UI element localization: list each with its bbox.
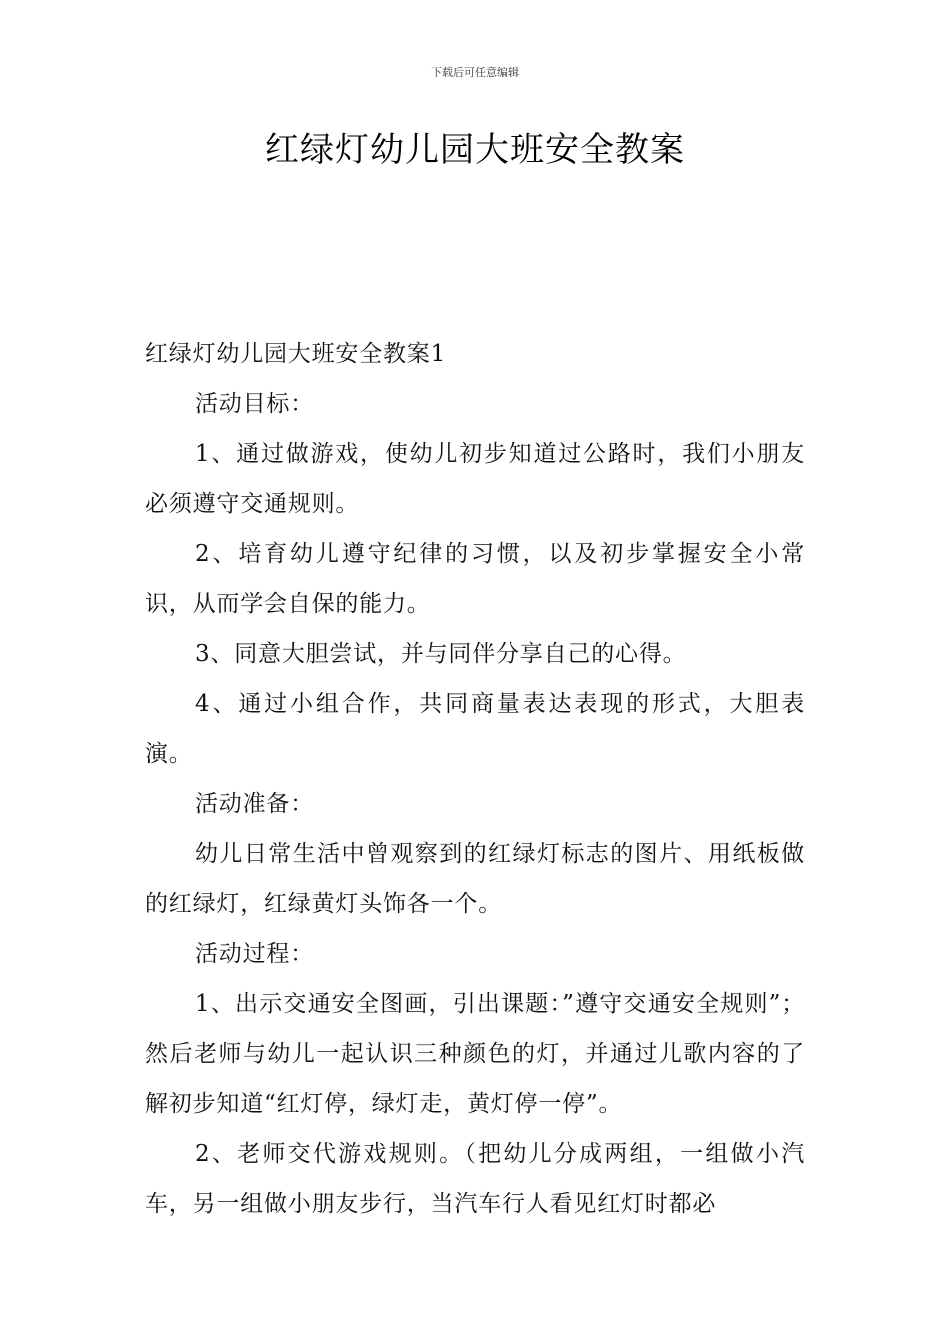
paragraph-goal-2: 2、培育幼儿遵守纪律的习惯，以及初步掌握安全小常识，从而学会自保的能力。 — [145, 541, 805, 617]
paragraph-preparation-label: 活动准备： — [195, 791, 314, 817]
paragraph-process-label: 活动过程： — [195, 941, 314, 967]
paragraph-goal-3: 3、同意大胆尝试，并与同伴分享自己的心得。 — [195, 641, 687, 667]
paragraph-process-2: 2、老师交代游戏规则。（把幼儿分成两组，一组做小汽车，另一组做小朋友步行，当汽车行人看见红灯时都必 — [145, 1141, 805, 1217]
paragraph-goal-1: 1、通过做游戏，使幼儿初步知道过公路时，我们小朋友必须遵守交通规则。 — [145, 441, 805, 517]
document-title: 红绿灯幼儿园大班安全教案 — [265, 130, 685, 170]
paragraph-preparation: 幼儿日常生活中曾观察到的红绿灯标志的图片、用纸板做的红绿灯，红绿黄灯头饰各一个。 — [145, 841, 805, 917]
paragraph-process-1: 1、出示交通安全图画，引出课题：”遵守交通安全规则”；然后老师与幼儿一起认识三种颜色的灯，并通过儿歌内容的了解初步知道“红灯停，绿灯走，黄灯停一停”。 — [145, 991, 805, 1117]
paragraph-goal-4: 4、通过小组合作，共同商量表达表现的形式，大胆表演。 — [145, 691, 805, 767]
header-note: 下载后可任意编辑 — [431, 66, 519, 79]
document-body — [145, 329, 805, 1229]
section-heading: 红绿灯幼儿园大班安全教案1 — [145, 341, 447, 367]
paragraph-activity-goals-label: 活动目标： — [195, 391, 314, 417]
